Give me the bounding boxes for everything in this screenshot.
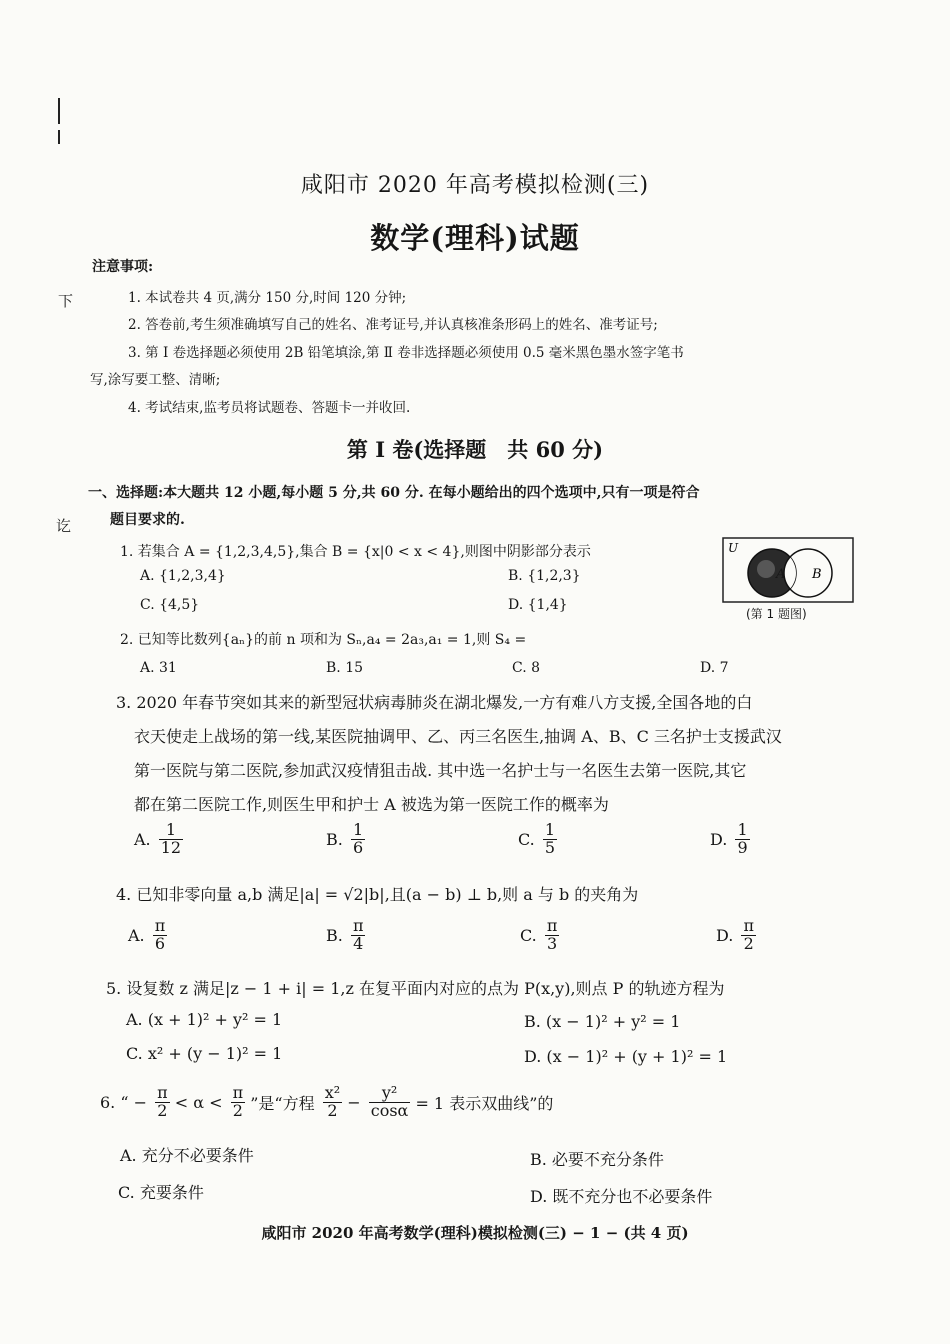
option-fraction [153, 918, 168, 953]
question-3-option-a [134, 822, 183, 857]
question-3-option-d [710, 822, 750, 857]
note-item-3-cont: 写,涂写要工整、清晰; [90, 372, 221, 388]
question-4-option-c [520, 918, 559, 953]
question-5-option-c: C. x² + (y − 1)² = 1 [126, 1044, 283, 1063]
set-a-highlight [757, 560, 775, 578]
fraction-numerator: π [157, 1083, 168, 1102]
question-2-stem: 2. 已知等比数列{aₙ}的前 n 项和为 Sₙ,a₄ = 2a₃,a₁ = 1,则 S₄ = [120, 632, 527, 648]
q6-fraction-2 [231, 1085, 246, 1120]
option-fraction [159, 822, 183, 857]
option-label: A. [134, 829, 151, 849]
note-item-4: 4. 考试结束,监考员将试题卷、答题卡一并收回. [128, 400, 411, 416]
label-b: B [812, 567, 822, 582]
option-fraction [351, 822, 365, 857]
option-fraction [543, 822, 557, 857]
question-6-option-a: A. 充分不必要条件 [120, 1146, 254, 1165]
q6-minus: − [347, 1092, 361, 1112]
fraction-numerator: 1 [544, 820, 556, 839]
fraction-numerator: 1 [737, 820, 748, 839]
q6-fraction-4 [369, 1085, 411, 1120]
option-label: B. [326, 925, 343, 945]
section-title: 第 Ⅰ 卷(选择题 共 60 分) [346, 437, 604, 462]
section-instruction-cont: 题目要求的. [110, 512, 185, 528]
question-5-stem: 5. 设复数 z 满足|z − 1 + i| = 1,z 在复平面内对应的点为 P(x,y),则点 P 的轨迹方程为 [106, 979, 725, 998]
question-2-option-a: A. 31 [140, 660, 177, 676]
question-4-option-a [128, 918, 167, 953]
option-label: C. [518, 829, 535, 849]
option-fraction [351, 918, 366, 953]
question-4-stem: 4. 已知非零向量 a,b 满足|a| = √2|b|,且(a − b) ⊥ b,则 a 与 b 的夹角为 [116, 885, 639, 904]
q6-fraction-3 [323, 1085, 342, 1120]
section-instruction: 一、选择题:本大题共 12 小题,每小题 5 分,共 60 分. 在每小题给出的四个选项中,只有一项是符合 [88, 485, 700, 501]
question-5-option-a: A. (x + 1)² + y² = 1 [126, 1010, 283, 1029]
note-item-2: 2. 答卷前,考生须准确填写自己的姓名、准考证号,并认真核准条形码上的姓名、准考证号; [128, 317, 658, 333]
question-1-option-c: C. {4,5} [140, 597, 200, 613]
fraction-denominator: 9 [737, 837, 748, 857]
question-3-option-b [326, 822, 365, 857]
binding-line-top-2 [58, 130, 60, 144]
figure-1-caption: (第 1 题图) [746, 607, 807, 621]
page-footer: 咸阳市 2020 年高考数学(理科)模拟检测(三) − 1 − (共 4 页) [261, 1224, 689, 1242]
fraction-denominator: 5 [544, 837, 556, 857]
fraction-denominator: 3 [547, 933, 558, 953]
question-1-stem: 1. 若集合 A = {1,2,3,4,5},集合 B = {x|0 < x < 4},则图中阴影部分表示 [120, 544, 591, 560]
fraction-denominator: 12 [160, 837, 182, 857]
option-label: A. [128, 925, 145, 945]
q6-inequality: < α < [174, 1092, 223, 1112]
note-item-1: 1. 本试卷共 4 页,满分 150 分,时间 120 分钟; [128, 290, 407, 306]
q6-prefix: 6. “ − [100, 1092, 148, 1112]
option-label: B. [326, 829, 343, 849]
label-u: U [728, 541, 739, 555]
question-4-option-b [326, 918, 365, 953]
option-fraction [741, 918, 756, 953]
fraction-numerator: 1 [159, 822, 183, 840]
fraction-denominator: 2 [327, 1100, 338, 1120]
question-1-option-a: A. {1,2,3,4} [140, 568, 226, 584]
question-6-option-d: D. 既不充分也不必要条件 [530, 1187, 713, 1206]
question-3-line-3: 第一医院与第二医院,参加武汉疫情狙击战. 其中选一名护士与一名医生去第一医院,其它 [134, 761, 747, 780]
fraction-numerator: π [352, 916, 364, 935]
fraction-numerator: y² [369, 1085, 411, 1103]
margin-mark-xia: 下 [58, 292, 74, 310]
question-2-option-b: B. 15 [326, 660, 364, 676]
q6-equation-intro: ”是“方程 [250, 1093, 315, 1113]
fraction-denominator: 2 [743, 933, 754, 953]
question-5-option-d: D. (x − 1)² + (y + 1)² = 1 [524, 1047, 728, 1066]
q6-fraction-1 [155, 1085, 170, 1120]
question-6-option-b: B. 必要不充分条件 [530, 1150, 664, 1169]
fraction-numerator: π [743, 916, 754, 935]
exam-title: 咸阳市 2020 年高考模拟检测(三) [300, 173, 650, 198]
question-3-line-1: 3. 2020 年春节突如其来的新型冠状病毒肺炎在湖北爆发,一方有难八方支援,全国各地的白 [116, 693, 753, 712]
question-5-option-b: B. (x − 1)² + y² = 1 [524, 1012, 681, 1031]
label-a: A [776, 567, 786, 582]
fraction-numerator: 1 [352, 820, 364, 839]
fraction-numerator: π [154, 916, 166, 935]
question-3-line-4: 都在第二医院工作,则医生甲和护士 A 被选为第一医院工作的概率为 [134, 795, 609, 814]
fraction-numerator: x² [324, 1083, 341, 1102]
note-item-3: 3. 第 Ⅰ 卷选择题必须使用 2B 铅笔填涂,第 Ⅱ 卷非选择题必须使用 0.5 毫米黑色墨水签字笔书 [128, 345, 684, 361]
fraction-denominator: cosα [370, 1100, 409, 1120]
question-3-option-c [518, 822, 557, 857]
option-label: D. [716, 925, 734, 945]
fraction-denominator: 2 [232, 1100, 243, 1120]
option-fraction [735, 822, 749, 857]
option-label: C. [520, 925, 537, 945]
question-6-stem [100, 1085, 553, 1120]
question-2-option-d: D. 7 [700, 660, 729, 676]
question-1-option-d: D. {1,4} [508, 597, 568, 613]
fraction-denominator: 2 [157, 1100, 168, 1120]
margin-mark-ding: 讫 [56, 517, 72, 535]
venn-diagram [722, 537, 854, 603]
question-1-option-b: B. {1,2,3} [508, 568, 581, 584]
fraction-denominator: 6 [154, 933, 166, 953]
q6-suffix: = 1 表示双曲线”的 [415, 1093, 554, 1113]
notes-heading: 注意事项: [92, 259, 154, 275]
option-fraction [545, 918, 560, 953]
question-2-option-c: C. 8 [512, 660, 541, 676]
option-label: D. [710, 829, 728, 849]
question-4-option-d [716, 918, 756, 953]
subject-title: 数学(理科)试题 [370, 221, 580, 255]
question-6-option-c: C. 充要条件 [118, 1183, 204, 1202]
fraction-numerator: π [232, 1083, 244, 1102]
fraction-denominator: 6 [352, 837, 364, 857]
binding-line-top [58, 98, 60, 124]
fraction-denominator: 4 [353, 933, 364, 953]
fraction-numerator: π [546, 916, 558, 935]
question-3-line-2: 衣天使走上战场的第一线,某医院抽调甲、乙、丙三名医生,抽调 A、B、C 三名护士支援武汉 [134, 727, 782, 746]
